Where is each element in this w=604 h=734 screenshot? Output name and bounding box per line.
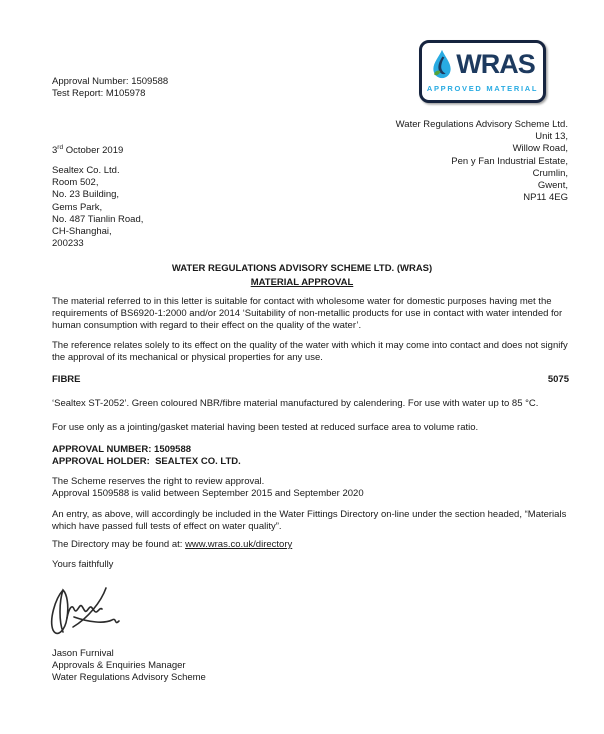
wras-logo-row	[430, 49, 535, 81]
wras-wordmark: WRAS	[456, 49, 535, 79]
recipient-address-line: Sealtex Co. Ltd.	[52, 165, 120, 176]
approval-number-line: Approval Number: 1509588	[52, 76, 169, 87]
signoff-title: Approvals & Enquiries Manager	[52, 660, 186, 672]
paragraph-reference-scope: The reference relates solely to its effect on the quality of the water with which it may come into contact and does not signify the approval of its mechanical or physical properties for any use.	[52, 340, 568, 363]
letter-date	[52, 142, 123, 157]
sender-address-line: Gwent,	[537, 180, 568, 192]
recipient-address-line: Room 502,	[52, 177, 99, 189]
material-row	[52, 374, 569, 386]
material-code: 5075	[547, 374, 569, 385]
heading-scheme-line: WATER REGULATIONS ADVISORY SCHEME LTD. (WRAS)	[171, 263, 433, 274]
paragraph-directory-entry: An entry, as above, will accordingly be included in the Water Fittings Directory on-line under the section headed, “Materials which have passed full tests of effect on water quality”.	[52, 509, 567, 532]
water-drop-icon	[430, 47, 454, 81]
directory-prefix: The Directory may be found at:	[52, 539, 186, 550]
review-block	[52, 476, 569, 500]
directory-line	[52, 539, 292, 551]
date-ordinal: rd	[57, 144, 64, 151]
sender-address-line: Pen y Fan Industrial Estate,	[451, 155, 568, 167]
material-usage: For use only as a jointing/gasket material having been tested at reduced surface area to volume ratio.	[52, 422, 479, 433]
validity-line: Approval 1509588 is valid between September 2015 and September 2020	[52, 488, 364, 499]
material-name: FIBRE	[52, 374, 81, 385]
sender-address-line: Water Regulations Advisory Scheme Ltd.	[395, 119, 568, 130]
sender-address-line: Unit 13,	[535, 131, 568, 143]
recipient-address-line: CH-Shanghai,	[52, 226, 112, 238]
date-rest: October 2019	[63, 145, 124, 157]
directory-link[interactable]: www.wras.co.uk/directory	[185, 539, 293, 550]
sender-address	[396, 119, 568, 204]
sender-address-line: Crumlin,	[532, 167, 568, 179]
signoff-block	[52, 648, 206, 685]
wras-logo	[419, 40, 546, 103]
approval-number-bold-line: APPROVAL NUMBER: 1509588	[52, 444, 192, 455]
approved-material-tagline: APPROVED MATERIAL	[426, 83, 539, 93]
heading-material-approval: MATERIAL APPROVAL	[250, 276, 354, 288]
date-day: 3	[52, 145, 58, 157]
recipient-address-line: 200233	[52, 238, 84, 250]
review-rights-line: The Scheme reserves the right to review approval.	[52, 476, 265, 487]
sender-address-line: NP11 4EG	[523, 192, 568, 204]
recipient-address-line: No. 487 Tianlin Road,	[52, 213, 144, 225]
document-meta	[52, 76, 168, 100]
recipient-address-line: No. 23 Building,	[52, 189, 120, 201]
material-description: ‘Sealtex ST-2052’. Green coloured NBR/fibre material manufactured by calendering. For use with water up to 85 °C.	[52, 398, 539, 409]
closing-salutation: Yours faithfully	[52, 559, 114, 570]
paragraph-suitability: The material referred to in this letter is suitable for contact with wholesome water for domestic purposes having met the requirements of BS6920-1:2000 and/or 2014 ‘Suitability of non-metallic products for use in contact with water intended for human consumption with regard to their effect on the quality of the water’.	[52, 296, 563, 331]
letter-heading	[0, 262, 604, 289]
signoff-org: Water Regulations Advisory Scheme	[52, 672, 206, 684]
test-report-line: Test Report: M105978	[52, 88, 146, 100]
signoff-name: Jason Furnival	[52, 648, 114, 659]
sender-address-line: Willow Road,	[512, 143, 568, 155]
recipient-address-line: Gems Park,	[52, 201, 103, 213]
approval-holder-bold-line: APPROVAL HOLDER: SEALTEX CO. LTD.	[52, 456, 241, 467]
recipient-address	[52, 165, 143, 250]
signature-image	[46, 580, 130, 642]
